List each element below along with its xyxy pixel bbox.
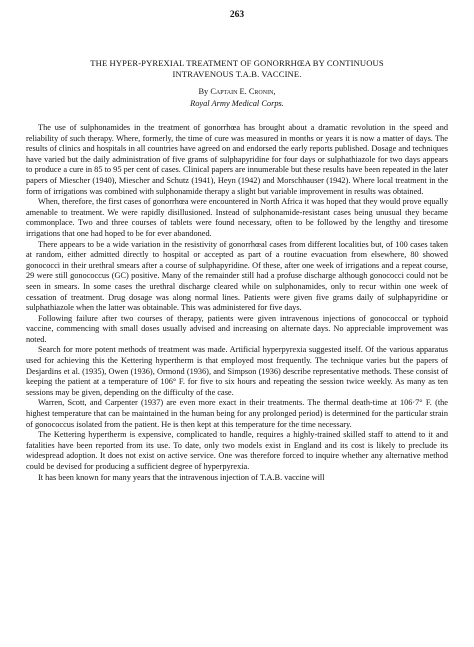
article-title <box>26 58 448 80</box>
article-body <box>26 123 448 483</box>
paragraph: The Kettering hypertherm is expensive, complicated to handle, requires a highly-trained skilled staff to attend to it and fatalities have been reported from its use. To date, only two models exist in England and its cost is likely to preclude its widespread adoption. It does not exist on active service. One was therefore forced to inquire whether any alternative method could be devised for producing a sufficient degree of hyperpyrexia. <box>26 430 448 471</box>
paragraph: Warren, Scott, and Carpenter (1937) are even more exact in their treatments. The thermal death-time at 106·7° F. (the highest temperature that can be maintained in the human being for any prolonged period) is determined for the particular strain of gonococcus isolated from the patient. He is then kept at this temperature for the time necessary. <box>26 398 448 429</box>
paragraph: The use of sulphonamides in the treatment of gonorrhœa has brought about a dramatic revolution in the speed and reliability of such therapy. Where, formerly, the time of cure was measured in months or years it is now a matter of days. The results of clinics and hospitals in all countries have agreed on and endorsed the early reports published. Dosage and techniques have varied but the daily administration of five grams of sulphapyridine for four days or sulphathiazole for two days appears to produce a cure in 85 to 95 per cent of cases. Clinical papers are innumerable but these results have been repeated in the later papers of Miescher (1940), Miescher and Schutz (1941), Heyn (1942) and Morschhauser (1942). Where local treatment in the form of irrigations was combined with sulphonamide therapy a slight but variable improvement in results was obtained. <box>26 123 448 196</box>
author-byline <box>26 86 448 97</box>
page-number: 263 <box>229 10 245 20</box>
author-affiliation: Royal Army Medical Corps. <box>190 99 284 108</box>
byline-prefix: By <box>198 87 209 96</box>
author-name: Captain E. Cronin, <box>210 87 276 96</box>
title-line-1: THE HYPER-PYREXIAL TREATMENT OF GONORRHŒA BY CONTINUOUS <box>90 58 384 68</box>
paragraph: When, therefore, the first cases of gonorrhœa were encountered in North Africa it was hoped that they would prove equally amenable to treatment. We were rapidly disillusioned. Instead of sulphonamide-resistant cases being unusual they became commonplace. Two and three courses of tablets were found necessary, often to be followed by the lengthy and tiresome irrigations that one had hoped to be for ever abandoned. <box>26 197 448 238</box>
paragraph: Following failure after two courses of therapy, patients were given intravenous injections of gonococcal or typhoid vaccine, commencing with small doses usually advised and increasing on alternate days. No appreciable improvement was noted. <box>26 313 448 344</box>
title-line-2: INTRAVENOUS T.A.B. VACCINE. <box>172 69 302 79</box>
paragraph: It has been known for many years that the intravenous injection of T.A.B. vaccine will <box>38 472 325 482</box>
paragraph: There appears to be a wide variation in the resistivity of gonorrhœal cases from different localities but, of 100 cases taken at random, either admitted directly to hospital or accepted as part of a routine evacuation from elsewhere, 80 showed gonococci in their urethral smears after a course of sulphapyridine. Of these, after one week of irrigations and a repeat course, 29 were still gonococcus (GC) positive. Many of the remainder still had a profuse discharge although gonococci could not be seen in smears. In some cases the urethral discharge cleared while on sulphonamides, only to recur within one week of cessation of treatment. Drug dosage was along normal lines. Patients were given five grams daily of sulphapyridine or sulphathiazole when the latter was obtainable. This was administered for five days. <box>26 239 448 313</box>
paragraph: Search for more potent methods of treatment was made. Artificial hyperpyrexia suggested itself. Of the various apparatus used for achieving this the Kettering hypertherm is that employed most frequently. The technique varies but the papers of Desjardins et al. (1935), Owen (1936), Ormond (1936), and Simpson (1936) describe representative methods. These consist of keeping the patient at a temperature of 106° F. for five to six hours and repeating the session twice weekly. As many as ten sessions may be given, depending on the difficulty of the case. <box>26 345 448 397</box>
